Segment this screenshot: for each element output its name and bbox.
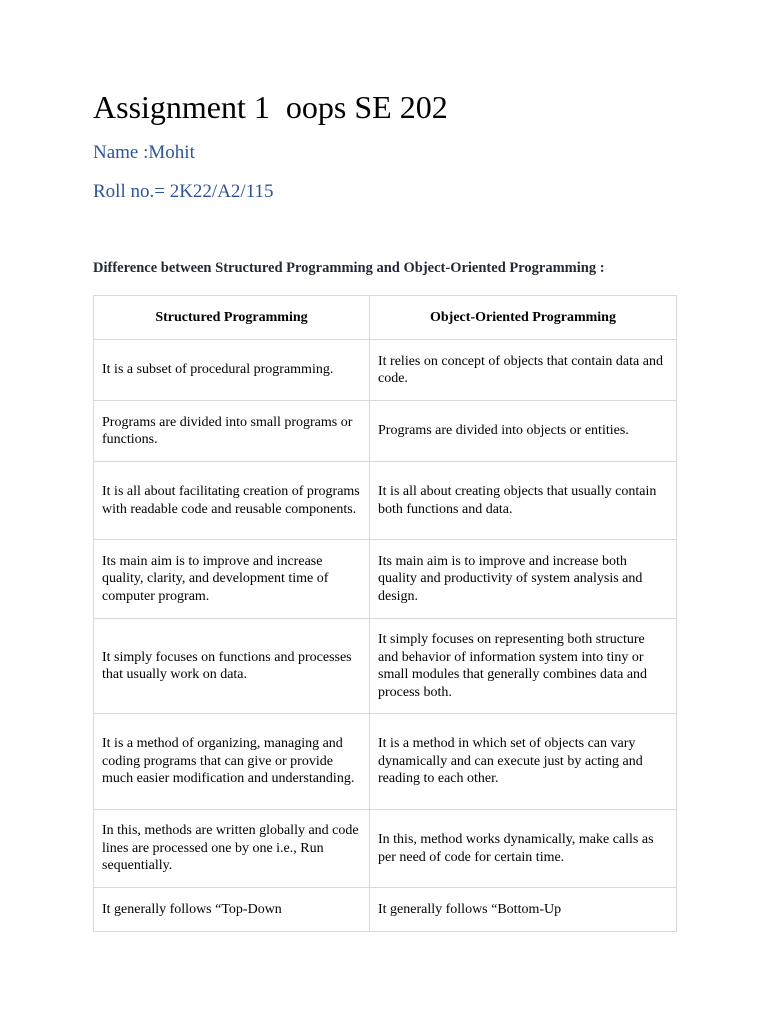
column-header-structured: Structured Programming (94, 296, 370, 340)
table-cell-oop: It relies on concept of objects that contain data and code. (370, 340, 677, 401)
student-name: Name :Mohit (93, 142, 195, 163)
table-row (94, 810, 677, 888)
table-header-row (94, 296, 677, 340)
table-row (94, 714, 677, 810)
table-cell-structured: It is a method of organizing, managing and coding programs that can give or provide much easier modification and understanding. (94, 714, 370, 810)
table-cell-structured: It is all about facilitating creation of programs with readable code and reusable components. (94, 462, 370, 540)
section-heading: Difference between Structured Programming and Object-Oriented Programming : (93, 260, 605, 276)
table-cell-oop: It is all about creating objects that usually contain both functions and data. (370, 462, 677, 540)
table-row (94, 401, 677, 462)
roll-number: Roll no.= 2K22/A2/115 (93, 181, 274, 202)
comparison-table (93, 295, 677, 932)
table-row (94, 340, 677, 401)
table-cell-oop: It generally follows “Bottom-Up (370, 888, 677, 932)
table-cell-oop: It is a method in which set of objects can vary dynamically and can execute just by acting and reading to each other. (370, 714, 677, 810)
table-cell-structured: It generally follows “Top-Down (94, 888, 370, 932)
table-cell-oop: In this, method works dynamically, make calls as per need of code for certain time. (370, 810, 677, 888)
table-cell-structured: It is a subset of procedural programming. (94, 340, 370, 401)
table-cell-structured: It simply focuses on functions and processes that usually work on data. (94, 619, 370, 714)
table-cell-structured: Its main aim is to improve and increase quality, clarity, and development time of computer program. (94, 540, 370, 619)
table-row (94, 619, 677, 714)
table-cell-oop: Its main aim is to improve and increase both quality and productivity of system analysis and design. (370, 540, 677, 619)
page-title: Assignment 1 oops SE 202 (93, 89, 448, 125)
column-header-oop: Object-Oriented Programming (370, 296, 677, 340)
table-row (94, 462, 677, 540)
table-row (94, 888, 677, 932)
table-cell-oop: It simply focuses on representing both structure and behavior of information system into tiny or small modules that generally combines data and process both. (370, 619, 677, 714)
table-row (94, 540, 677, 619)
table-cell-oop: Programs are divided into objects or entities. (370, 401, 677, 462)
table-cell-structured: Programs are divided into small programs or functions. (94, 401, 370, 462)
table-cell-structured: In this, methods are written globally and code lines are processed one by one i.e., Run sequentially. (94, 810, 370, 888)
